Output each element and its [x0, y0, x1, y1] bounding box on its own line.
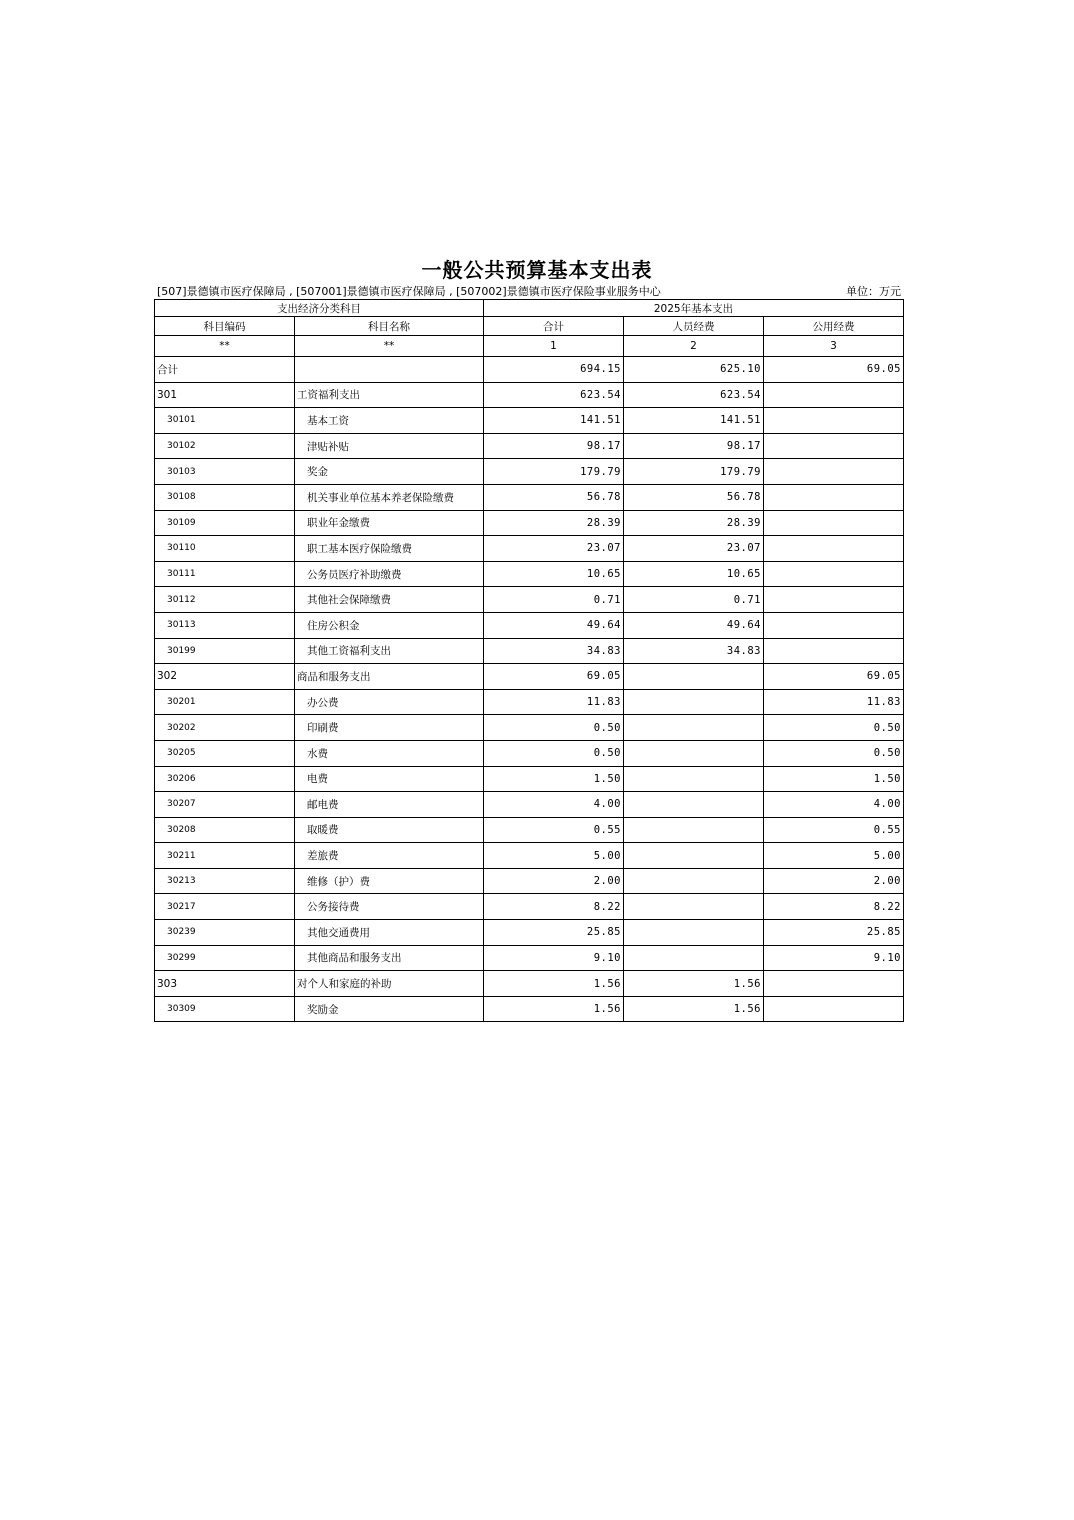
row-personnel-cell	[624, 664, 764, 690]
row-personnel-cell	[624, 920, 764, 946]
header-code: 科目编码	[155, 317, 295, 336]
row-public-cell	[764, 638, 904, 664]
table-row	[155, 945, 904, 971]
row-personnel-cell: 0.71	[624, 587, 764, 613]
table-row	[155, 357, 904, 383]
row-personnel-cell: 23.07	[624, 536, 764, 562]
row-total-cell: 25.85	[484, 920, 624, 946]
row-public-cell: 8.22	[764, 894, 904, 920]
row-code-cell: 合计	[155, 357, 295, 383]
row-public-cell	[764, 587, 904, 613]
header-group-basic-expenditure: 2025年基本支出	[484, 300, 904, 317]
row-name-cell: 奖励金	[295, 996, 484, 1022]
row-personnel-cell: 49.64	[624, 612, 764, 638]
header-total: 合计	[484, 317, 624, 336]
row-code-cell: 30103	[155, 459, 295, 485]
row-personnel-cell: 625.10	[624, 357, 764, 383]
row-total-cell: 69.05	[484, 664, 624, 690]
row-public-cell: 11.83	[764, 689, 904, 715]
row-code-cell: 30102	[155, 433, 295, 459]
row-public-cell: 4.00	[764, 792, 904, 818]
row-name-cell: 机关事业单位基本养老保险缴费	[295, 484, 484, 510]
row-total-cell: 49.64	[484, 612, 624, 638]
row-name-cell: 差旅费	[295, 843, 484, 869]
row-code-cell: 30208	[155, 817, 295, 843]
table-row	[155, 510, 904, 536]
row-personnel-cell	[624, 945, 764, 971]
header-group-row	[155, 300, 904, 317]
row-public-cell: 0.50	[764, 740, 904, 766]
header-column-row	[155, 317, 904, 336]
row-code-cell: 30202	[155, 715, 295, 741]
table-row	[155, 638, 904, 664]
row-public-cell	[764, 510, 904, 536]
table-row	[155, 408, 904, 434]
row-total-cell: 1.56	[484, 971, 624, 997]
units-line	[157, 283, 901, 299]
table-row	[155, 766, 904, 792]
header-index-row	[155, 336, 904, 357]
row-personnel-cell	[624, 843, 764, 869]
row-name-cell: 印刷费	[295, 715, 484, 741]
row-public-cell	[764, 971, 904, 997]
row-total-cell: 0.71	[484, 587, 624, 613]
table-row	[155, 459, 904, 485]
row-total-cell: 0.55	[484, 817, 624, 843]
row-total-cell: 98.17	[484, 433, 624, 459]
table-row	[155, 792, 904, 818]
currency-unit-label: 单位：万元	[846, 285, 901, 298]
row-personnel-cell	[624, 740, 764, 766]
row-name-cell: 邮电费	[295, 792, 484, 818]
row-public-cell	[764, 459, 904, 485]
table-row	[155, 689, 904, 715]
row-name-cell: 办公费	[295, 689, 484, 715]
index-name: **	[295, 336, 484, 357]
row-name-cell: 职业年金缴费	[295, 510, 484, 536]
row-code-cell: 30101	[155, 408, 295, 434]
row-total-cell: 9.10	[484, 945, 624, 971]
row-name-cell: 其他商品和服务支出	[295, 945, 484, 971]
row-personnel-cell	[624, 766, 764, 792]
table-row	[155, 561, 904, 587]
row-personnel-cell	[624, 715, 764, 741]
row-name-cell: 其他社会保障缴费	[295, 587, 484, 613]
row-personnel-cell: 179.79	[624, 459, 764, 485]
table-row	[155, 894, 904, 920]
row-total-cell: 2.00	[484, 868, 624, 894]
row-code-cell: 30113	[155, 612, 295, 638]
row-code-cell: 30108	[155, 484, 295, 510]
index-public: 3	[764, 336, 904, 357]
row-code-cell: 30213	[155, 868, 295, 894]
row-name-cell: 其他工资福利支出	[295, 638, 484, 664]
row-personnel-cell: 98.17	[624, 433, 764, 459]
row-code-cell: 30112	[155, 587, 295, 613]
row-total-cell: 28.39	[484, 510, 624, 536]
table-row	[155, 382, 904, 408]
row-code-cell: 30205	[155, 740, 295, 766]
table-row	[155, 817, 904, 843]
row-personnel-cell	[624, 894, 764, 920]
row-name-cell: 其他交通费用	[295, 920, 484, 946]
row-name-cell: 水费	[295, 740, 484, 766]
row-public-cell	[764, 612, 904, 638]
row-public-cell	[764, 408, 904, 434]
header-personnel: 人员经费	[624, 317, 764, 336]
row-personnel-cell: 1.56	[624, 996, 764, 1022]
row-total-cell: 623.54	[484, 382, 624, 408]
row-name-cell: 工资福利支出	[295, 382, 484, 408]
row-total-cell: 179.79	[484, 459, 624, 485]
row-public-cell: 2.00	[764, 868, 904, 894]
header-public: 公用经费	[764, 317, 904, 336]
page-title: 一般公共预算基本支出表	[421, 258, 653, 282]
row-code-cell: 30109	[155, 510, 295, 536]
table-row	[155, 536, 904, 562]
row-public-cell	[764, 996, 904, 1022]
row-personnel-cell	[624, 792, 764, 818]
table-row	[155, 920, 904, 946]
row-personnel-cell: 1.56	[624, 971, 764, 997]
table-row	[155, 996, 904, 1022]
row-name-cell: 公务接待费	[295, 894, 484, 920]
row-public-cell	[764, 484, 904, 510]
table-row	[155, 971, 904, 997]
row-total-cell: 10.65	[484, 561, 624, 587]
table-row	[155, 715, 904, 741]
row-code-cell: 302	[155, 664, 295, 690]
budget-table	[154, 299, 904, 1022]
row-personnel-cell: 28.39	[624, 510, 764, 536]
row-total-cell: 56.78	[484, 484, 624, 510]
row-total-cell: 1.56	[484, 996, 624, 1022]
table-row	[155, 612, 904, 638]
row-total-cell: 141.51	[484, 408, 624, 434]
row-code-cell: 30309	[155, 996, 295, 1022]
row-public-cell: 25.85	[764, 920, 904, 946]
row-total-cell: 694.15	[484, 357, 624, 383]
row-code-cell: 30299	[155, 945, 295, 971]
row-name-cell: 电费	[295, 766, 484, 792]
row-code-cell: 30110	[155, 536, 295, 562]
row-personnel-cell: 10.65	[624, 561, 764, 587]
row-code-cell: 301	[155, 382, 295, 408]
row-name-cell	[295, 357, 484, 383]
table-body	[155, 357, 904, 1022]
row-name-cell: 住房公积金	[295, 612, 484, 638]
table-row	[155, 587, 904, 613]
row-name-cell: 职工基本医疗保险缴费	[295, 536, 484, 562]
row-public-cell: 69.05	[764, 664, 904, 690]
row-total-cell: 0.50	[484, 740, 624, 766]
row-name-cell: 津贴补贴	[295, 433, 484, 459]
row-total-cell: 1.50	[484, 766, 624, 792]
row-code-cell: 30199	[155, 638, 295, 664]
row-name-cell: 对个人和家庭的补助	[295, 971, 484, 997]
row-total-cell: 23.07	[484, 536, 624, 562]
row-personnel-cell	[624, 689, 764, 715]
row-code-cell: 30206	[155, 766, 295, 792]
table-row	[155, 664, 904, 690]
row-name-cell: 取暖费	[295, 817, 484, 843]
row-personnel-cell: 34.83	[624, 638, 764, 664]
row-code-cell: 30201	[155, 689, 295, 715]
row-public-cell	[764, 433, 904, 459]
table-row	[155, 843, 904, 869]
row-public-cell: 9.10	[764, 945, 904, 971]
row-public-cell: 69.05	[764, 357, 904, 383]
units-left-label: [507]景德镇市医疗保障局 , [507001]景德镇市医疗保障局 , [507002]景德镇市医疗保险事业服务中心	[157, 285, 661, 298]
table-row	[155, 868, 904, 894]
row-total-cell: 34.83	[484, 638, 624, 664]
row-code-cell: 303	[155, 971, 295, 997]
row-total-cell: 4.00	[484, 792, 624, 818]
row-code-cell: 30239	[155, 920, 295, 946]
row-code-cell: 30111	[155, 561, 295, 587]
row-public-cell	[764, 536, 904, 562]
row-public-cell: 0.50	[764, 715, 904, 741]
table-row	[155, 740, 904, 766]
row-code-cell: 30211	[155, 843, 295, 869]
row-public-cell	[764, 561, 904, 587]
row-code-cell: 30217	[155, 894, 295, 920]
row-personnel-cell: 141.51	[624, 408, 764, 434]
row-total-cell: 0.50	[484, 715, 624, 741]
index-total: 1	[484, 336, 624, 357]
row-total-cell: 5.00	[484, 843, 624, 869]
row-personnel-cell	[624, 868, 764, 894]
row-public-cell: 0.55	[764, 817, 904, 843]
index-code: **	[155, 336, 295, 357]
header-name: 科目名称	[295, 317, 484, 336]
row-name-cell: 基本工资	[295, 408, 484, 434]
row-total-cell: 8.22	[484, 894, 624, 920]
row-public-cell	[764, 382, 904, 408]
row-personnel-cell: 623.54	[624, 382, 764, 408]
table-row	[155, 484, 904, 510]
row-name-cell: 维修（护）费	[295, 868, 484, 894]
header-group-classification: 支出经济分类科目	[155, 300, 484, 317]
row-public-cell: 1.50	[764, 766, 904, 792]
row-public-cell: 5.00	[764, 843, 904, 869]
row-code-cell: 30207	[155, 792, 295, 818]
table-row	[155, 433, 904, 459]
row-total-cell: 11.83	[484, 689, 624, 715]
row-name-cell: 奖金	[295, 459, 484, 485]
row-personnel-cell	[624, 817, 764, 843]
row-name-cell: 公务员医疗补助缴费	[295, 561, 484, 587]
row-personnel-cell: 56.78	[624, 484, 764, 510]
index-personnel: 2	[624, 336, 764, 357]
row-name-cell: 商品和服务支出	[295, 664, 484, 690]
